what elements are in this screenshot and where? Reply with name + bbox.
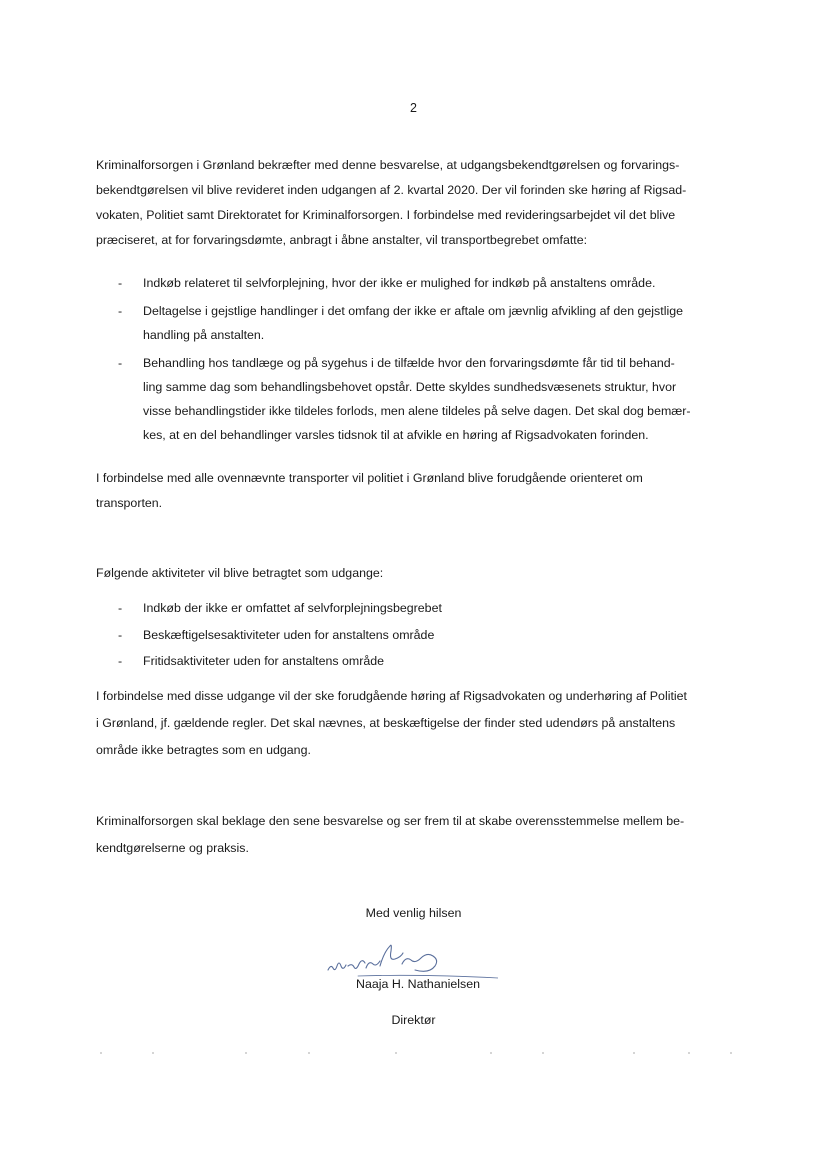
scan-noise bbox=[90, 1052, 740, 1056]
signer-title: Direktør bbox=[391, 1013, 436, 1027]
intro-paragraph: Kriminalforsorgen i Grønland bekræfter med denne besvarelse, at udgangsbekendtgørelsen og forvarings- bekendtgørelsen vil blive revideret inden udgangen af 2. kvartal 2020. Der vil forinden ske høring af Rigsad- vokaten, Politiet samt Direktoratet for Kriminalforsorgen. I forbindelse med revideringsarbejdet vil det blive præciseret, at for forvaringsdømte, anbragt i åbne anstalter, vil transportbegrebet omfatte: bbox=[96, 158, 687, 247]
list-item: - Deltagelse i gejstlige handlinger i det omfang der ikke er aftale om jævnlig afvikling af den gejstlige handling på anstalten. bbox=[118, 304, 683, 342]
signer-name: Naaja H. Nathanielsen bbox=[356, 977, 480, 991]
greeting: Med venlig hilsen bbox=[365, 906, 462, 920]
list-item: - Indkøb der ikke er omfattet af selvforplejningsbegrebet bbox=[118, 601, 442, 615]
police-note-paragraph: I forbindelse med alle ovennævnte transporter vil politiet i Grønland blive forudgående orienteret om transporten. bbox=[96, 471, 643, 510]
activities-intro: Følgende aktiviteter vil blive betragtet som udgange: bbox=[96, 566, 384, 580]
list-item: - Indkøb relateret til selvforplejning, hvor der ikke er mulighed for indkøb på anstaltens område. bbox=[118, 276, 656, 290]
page-number: 2 bbox=[410, 101, 417, 115]
hearing-note-paragraph: I forbindelse med disse udgange vil der ske forudgående høring af Rigsadvokaten og underhøring af Politiet i Grønland, jf. gældende regler. Det skal nævnes, at beskæftigelse der finder sted udendørs på anstaltens område ikke betragtes som en udgang. bbox=[96, 689, 687, 757]
list-item: - Beskæftigelsesaktiviteter uden for anstaltens område bbox=[118, 627, 435, 642]
closing-paragraph: Kriminalforsorgen skal beklage den sene besvarelse og ser frem til at skabe overensstemmelse mellem be- kendtgørelserne og praksis. bbox=[96, 814, 685, 855]
transport-list bbox=[96, 271, 736, 447]
list-item: - Behandling hos tandlæge og på sygehus i de tilfælde hvor den forvaringsdømte får tid til behand- ling samme dag som behandlingsbehovet opstår. Dette skyldes sundhedsvæsenets struktur, hvor visse behandlingstider ikke tildeles forlods, men alene tildeles på selve dagen. Det skal dog bemær- kes, at en del behandlinger varsles tidsnok til at afvikle en høring af Rigsadvokaten forinden. bbox=[118, 356, 691, 442]
activities-list bbox=[96, 595, 736, 675]
list-item: - Fritidsaktiviteter uden for anstaltens område bbox=[118, 654, 385, 668]
